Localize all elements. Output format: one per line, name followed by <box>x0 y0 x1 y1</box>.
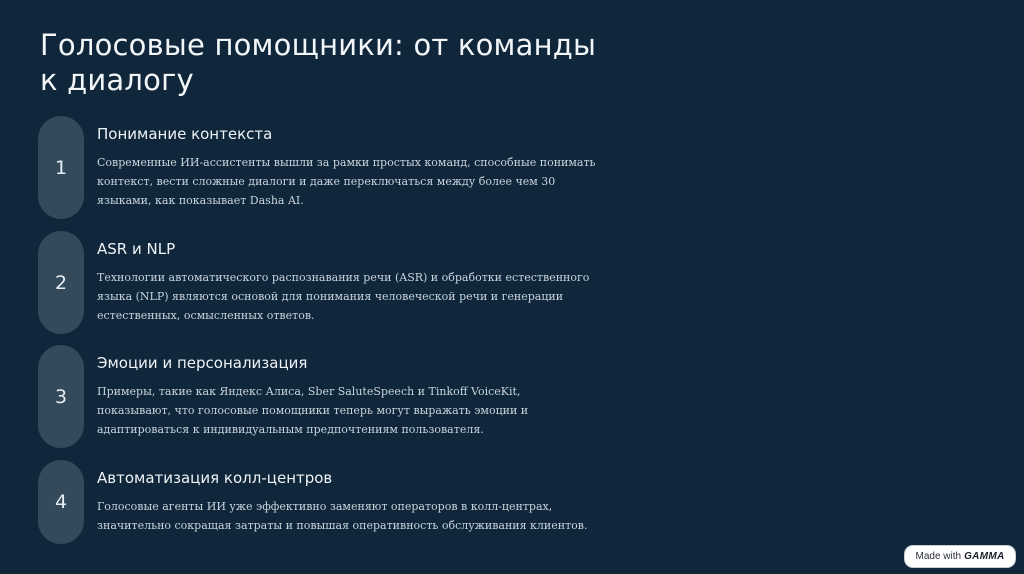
step-number-pill <box>38 231 84 334</box>
item-text: Современные ИИ-ассистенты вышли за рамки простых команд, способные понимать контекст, вести сложные диалоги и даже переключаться между более чем 30 языками, как показывает Dasha AI. <box>97 156 596 207</box>
gamma-logo: GAMMA <box>964 551 1005 562</box>
step-number: 4 <box>54 491 68 513</box>
item-heading: Понимание контекста <box>97 125 273 143</box>
step-number: 3 <box>54 385 68 408</box>
slide-title: Голосовые помощники: от команды к диалогу <box>40 28 597 97</box>
list-item <box>38 116 618 219</box>
badge-prefix: Made with <box>915 551 962 562</box>
step-number: 1 <box>54 156 68 179</box>
list-item <box>38 345 618 448</box>
item-text: Технологии автоматического распознавания речи (ASR) и обработки естественного языка (NLP) являются основой для понимания человеческой речи и генерации естественных, осмысленных ответов. <box>97 271 590 322</box>
item-text: Примеры, такие как Яндекс Алиса, Sber SaluteSpeech и Tinkoff VoiceKit, показывают, что голосовые помощники теперь могут выражать эмоции и адаптироваться к индивидуальным предпочтениям пользователя. <box>97 385 529 436</box>
list-item <box>38 460 618 544</box>
step-number: 2 <box>54 271 68 294</box>
step-number-pill <box>38 460 84 544</box>
made-with-gamma-badge[interactable] <box>905 546 1015 567</box>
item-text: Голосовые агенты ИИ уже эффективно заменяют операторов в колл-центрах, значительно сокращая затраты и повышая оперативность обслуживания клиентов. <box>97 500 588 532</box>
item-heading: Автоматизация колл-центров <box>97 469 333 487</box>
item-heading: ASR и NLP <box>97 240 176 258</box>
list-item <box>38 231 618 334</box>
item-heading: Эмоции и персонализация <box>97 354 308 372</box>
step-number-pill <box>38 345 84 448</box>
step-number-pill <box>38 116 84 219</box>
